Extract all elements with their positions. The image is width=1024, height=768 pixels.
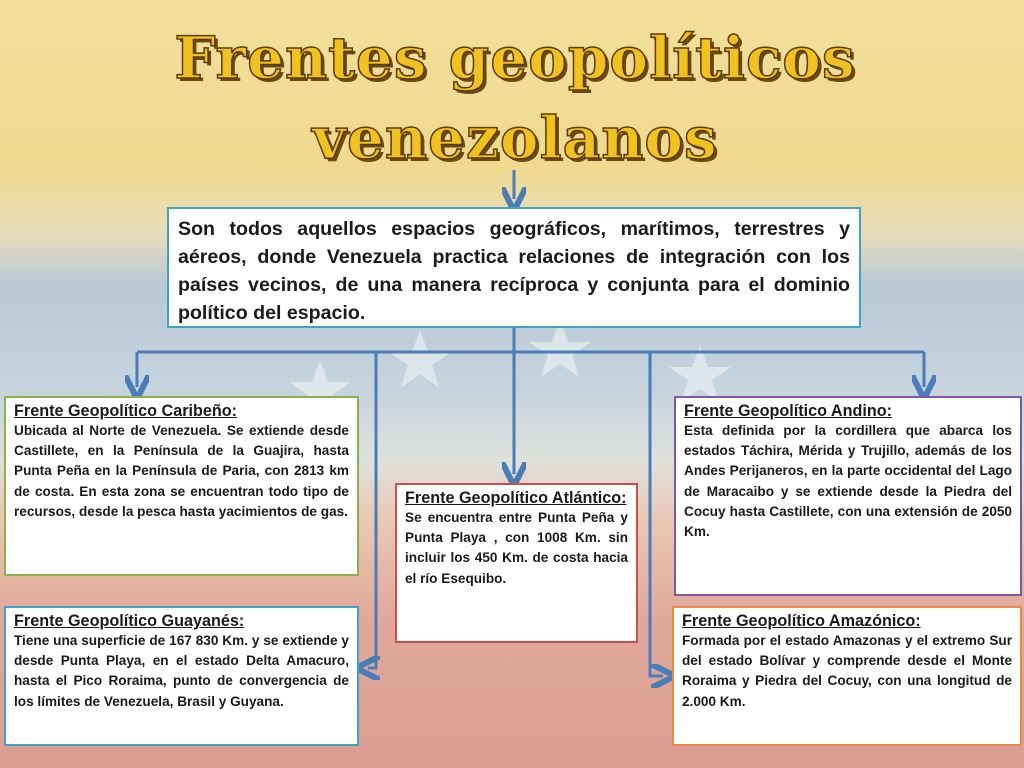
frente-andino-heading: Frente Geopolítico Andino: — [684, 402, 893, 420]
definition-text: Son todos aquellos espacios geográficos, marítimos, terrestres y aéreos, donde Venezuela practica relaciones de integración con los países vecinos, de una manera recíproca y conjunta para el dominio político del espacio. — [178, 218, 850, 324]
arrow-guayanes — [368, 352, 376, 668]
frente-caribeno-box — [4, 396, 359, 576]
frente-caribeno-heading: Frente Geopolítico Caribeño: — [14, 402, 238, 420]
frente-andino-text: Esta definida por la cordillera que abarca los estados Táchira, Mérida y Trujillo, además de los Andes Perijaneros, en la parte occidental del Lago de Maracaibo y se extiende desde la Piedra del Cocuy hasta Castillete, con una extensión de 2050 Km. — [684, 423, 1012, 540]
frente-atlantico-heading: Frente Geopolítico Atlántico: — [405, 489, 627, 507]
frente-amazonico-box — [672, 606, 1022, 746]
definition-box — [167, 207, 861, 328]
frente-andino-box — [674, 396, 1022, 596]
frente-atlantico-text: Se encuentra entre Punta Peña y Punta Playa , con 1008 Km. sin incluir los 450 Km. de costa hacia el río Esequibo. — [405, 510, 628, 586]
title-line-2: venezolanos — [312, 104, 718, 172]
frente-guayanes-box — [4, 606, 359, 746]
frente-amazonico-heading: Frente Geopolítico Amazónico: — [682, 612, 921, 630]
frente-atlantico-box — [395, 483, 638, 643]
arrow-amazonico — [650, 352, 663, 676]
frente-amazonico-text: Formada por el estado Amazonas y el extremo Sur del estado Bolívar y comprende desde el Monte Roraima y Piedra del Cocuy, con una longitud de 2.000 Km. — [682, 633, 1012, 709]
frente-guayanes-text: Tiene una superficie de 167 830 Km. y se extiende y desde Punta Playa, en el estado Delta Amacuro, hasta el Pico Roraima, punto de convergencia de los límites de Venezuela, Brasil y Guyana. — [14, 633, 349, 709]
frente-caribeno-text: Ubicada al Norte de Venezuela. Se extiende desde Castillete, en la Península de la Guajira, hasta Punta Peña en la Península de Paria, con 2813 km de costa. En esta zona se encuentran todo tipo de recursos, desde la pesca hasta yacimientos de gas. — [14, 423, 349, 519]
title-line-1: Frentes geopolíticos — [174, 24, 856, 92]
frente-guayanes-heading: Frente Geopolítico Guayanés: — [14, 612, 245, 630]
